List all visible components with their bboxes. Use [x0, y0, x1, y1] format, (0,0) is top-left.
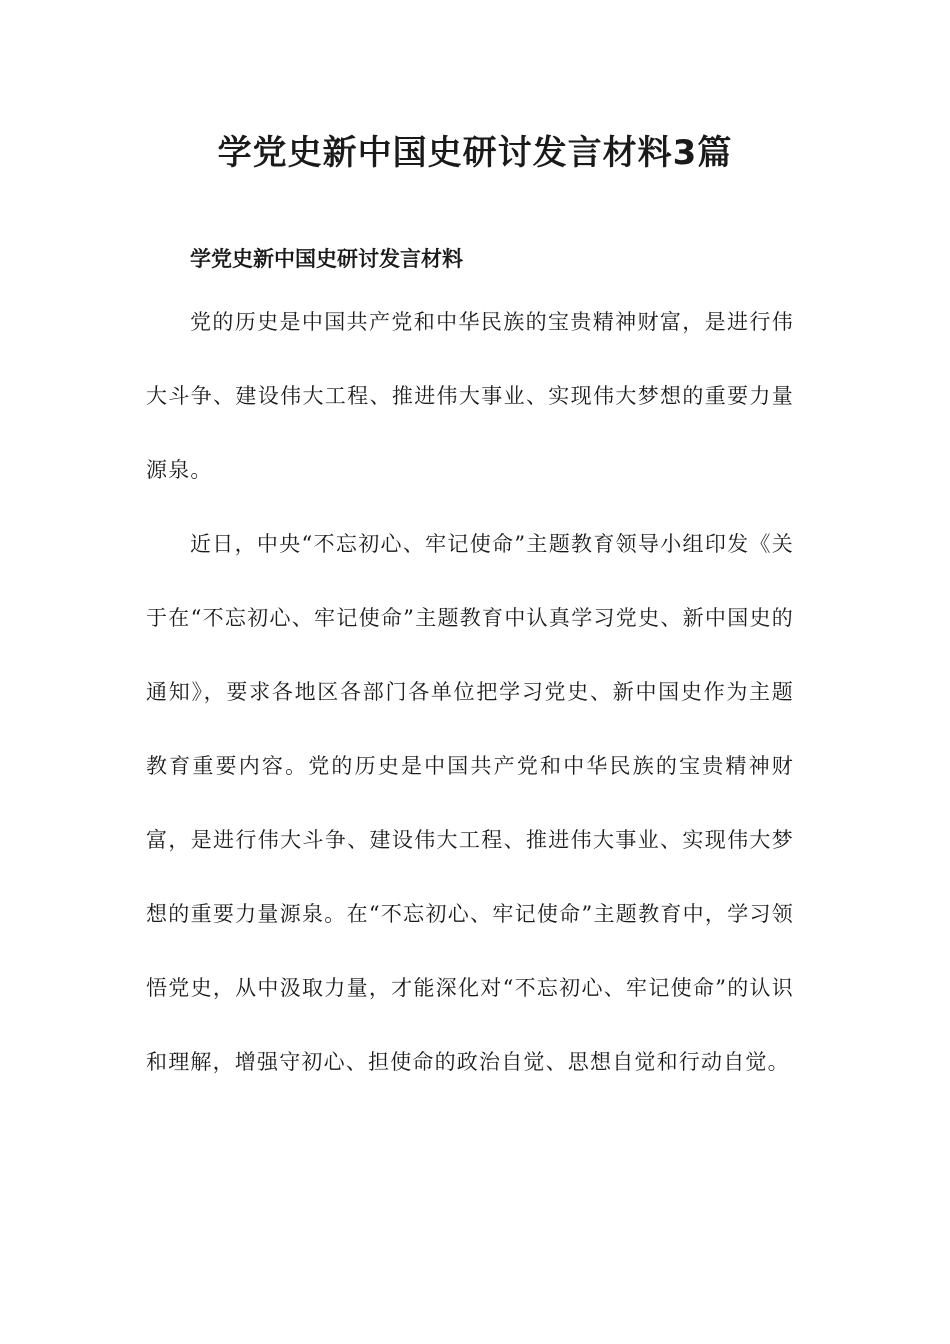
section-heading: 学党史新中国史研讨发言材料 — [190, 247, 463, 271]
document-title: 学党史新中国史研讨发言材料3篇 — [217, 133, 733, 173]
paragraph-1: 党的历史是中国共产党和中华民族的宝贵精神财富，是进行伟大斗争、建设伟大工程、推进伟大事业、实现伟大梦想的重要力量源泉。 — [146, 310, 794, 482]
paragraph-2: 近日，中央“不忘初心、牢记使命”主题教育领导小组印发《关于在“不忘初心、牢记使命”主题教育中认真学习党史、新中国史的通知》，要求各地区各部门各单位把学习党史、新中国史作为主题教育重要内容。党的历史是中国共产党和中华民族的宝贵精神财富，是进行伟大斗争、建设伟大工程、推进伟大事业、实现伟大梦想的重要力量源泉。在“不忘初心、牢记使命”主题教育中，学习领悟党史，从中汲取力量，才能深化对“不忘初心、牢记使命”的认识和理解，增强守初心、担使命的政治自觉、思想自觉和行动自觉。 — [146, 532, 794, 1074]
